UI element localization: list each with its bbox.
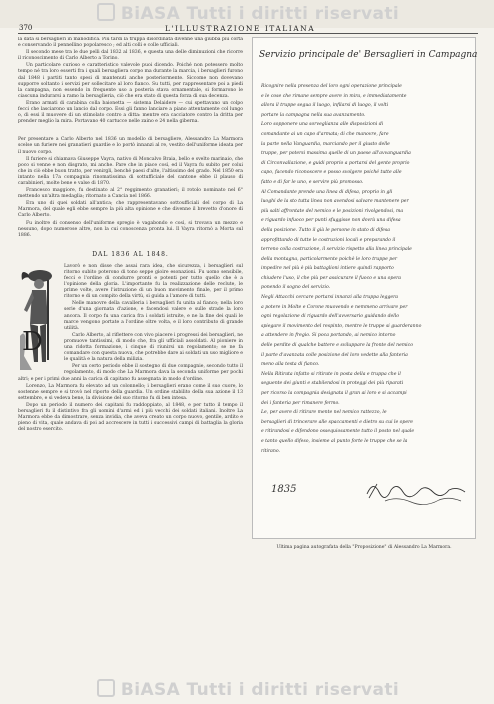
library-logo-icon <box>97 679 115 697</box>
manuscript-line: Negli Attacchi cercare portarsi innanzi alla truppa leggera <box>261 295 399 301</box>
article-paragraph: Per presentare a Carlo Alberto nel 1836 un modello di bersagliere, Alessandro La Marmora scelse un furiere nei granatieri guardie e lo portò innanzi al re, vestito dell'uniforme ideata per il nuovo corpo. <box>18 137 243 155</box>
manuscript-title: Servizio principale de' Bersaglieri in Campagna <box>259 50 478 60</box>
manuscript-line: portare la campagna nella sua avanzamento. <box>261 112 366 118</box>
manuscript-line: Al Comandante prende una linea di difesa, proprio in gli <box>261 189 393 195</box>
manuscript-line: il parte d'avanzata colle posizione del loro vedette alla fanteria <box>261 352 408 358</box>
manuscript-line: allora il truppe segua il luogo, infilarsi di luogo, il volti <box>261 103 389 109</box>
manuscript-line: la parte nella Vanguardia, marciando per il giusto delle <box>261 141 390 147</box>
manuscript-line: di Circonvallazione, e guidi proprio a portarsi del gente proprio <box>261 160 410 166</box>
manuscript-line: e riguardo infuoco per punti sfuggisse non dovrà una difesa <box>261 218 401 224</box>
manuscript-line: Nella Ritirata infatto si ritirate in posta della e truppa che il <box>261 371 401 377</box>
manuscript-line: e ritirandosi e difendono ossequiosamente tutto il posto nel quale <box>261 429 415 435</box>
manuscript-line: delle perdite di qualche battere e sviluppare la fronte del nemico <box>261 343 413 349</box>
article-paragraph: Era uno di quei soldati all'antica; che rappresentavano sottoufficiali del corpo di La Marmora, del quale egli ebbe sempre la più alta opinione e che divenne il brevetto d'onore di Carlo Alberto. <box>18 201 243 219</box>
article-paragraph: Erano armati di carabina colla baionetta — sistema Delaidere — cui spettavano un colpo fecci che lasciarono un lancio dal corpo. Essi gli fanno lanciare a piano attentamente col lungo o, di essi il muovere di un stimolato contro a ditta: mentre era cacciatore contro la dritta per prender meglio la mira. Portavano 40 cartucce nelle zaino e 24 nella giberna. <box>18 100 243 125</box>
paragraph-gap <box>18 125 243 137</box>
manuscript-date: 1835 <box>271 484 297 495</box>
manuscript-line: per ricorso la compagnia designata il gran ai loro e si accampi <box>261 391 407 396</box>
header-rule <box>18 33 478 34</box>
manuscript-line: spiegare il movimento del respinto, mentre le truppe si guarderanno <box>261 323 422 329</box>
manuscript-line: impedire nel più è più battaglioni intiere quindi rapporto <box>261 266 394 272</box>
article-paragraph: Per un certo periodo ebbe il sostegno di due compagnie, secondo tutto il regolamento, di modo che La Marmora dava la seconda uniforme per pochi altri; e per i primi due anni la carica di capitano fu assegnata in modo d'ordine. <box>18 364 243 382</box>
manuscript-line: e le cose che rimane sempre avere in mira, e immediatamente <box>261 93 407 99</box>
watermark-text-bottom: BiASA Tutti i diritti riservati <box>120 680 400 700</box>
manuscript-line: fatto e di far le uno, e servire più promosso. <box>261 179 364 185</box>
manuscript-line: a attendere in fregio. Si poca portando, ai nemico intorno <box>261 333 396 339</box>
manuscript-line: Le, per avere di ritirare mente nel nemico rattezzo, le <box>261 410 387 416</box>
manuscript-line: ogni regolazione di riguardo dell'avversario guidando dello <box>261 314 399 320</box>
illustrated-section <box>18 264 243 434</box>
watermark-bottom <box>8 679 488 700</box>
manuscript-line: terreno colla costruzione, il servizio rispetto alla linea principale <box>261 247 412 253</box>
signature-image <box>363 476 469 506</box>
article-paragraph: Lorenzo, La Marmora fu elevato ad un colonnello; i bersaglieri erano come il suo cuore, lo sostenne sempre e si trovò nel riporto della guardia. Un ordine stabilito della sua azione il 13 settembre, e si vedeva bene, la divisione del suo ritorno fu di ben intesa. <box>18 383 243 401</box>
manuscript-column-right <box>250 37 478 550</box>
watermark-top <box>8 3 488 24</box>
article-paragraph: Fu inoltre di consenso dell'uniforme spregio è vagabondo e così, si trovava un mezzo e nessuno, dopo numerose altre, non la cui conoscenza pronta lui. Il Vayra ritornò a Morta sul 1886. <box>18 220 243 238</box>
manuscript-line: comandante ai un capo d'armata; di che manovre, fare <box>261 131 389 137</box>
watermark-text-top: BiASA Tutti i diritti riservati <box>120 4 400 24</box>
manuscript-line: della montagna, particolarmente poichè le loro truppe per <box>261 256 398 262</box>
section-title: DAL 1836 AL 1848. <box>92 250 169 258</box>
manuscript-line: seguente dei giunti e stabilendosi in proteggi dei più riparati <box>261 381 404 387</box>
manuscript-line: meno alla testa di fianco. <box>261 362 320 368</box>
manuscript-line: truppe, per potersi massima quelle di un paese all'avvanguardia <box>261 151 411 157</box>
article-column-left <box>18 37 243 677</box>
article-paragraph: Francesco maggiore, fu destinato al 2° reggimento granatieri; il rotolo nominato nel 6° mettendo un'altra medaglia; ritornato a Cancia nel 1866. <box>18 188 243 200</box>
article-paragraph: la data si bersaglieri in manodifica. Più tardi la truppa disordinata divenne una giubba più corta e conservando il pennellino popolaresco ; ed alti colli e colle ufficiali. <box>18 37 243 49</box>
manuscript-line: chiudere l'uso, il che più per assicurare il fuoco e una opera <box>261 275 402 281</box>
manuscript-line: approfittando di tutte le costruzioni locali e preparando il <box>261 237 396 243</box>
article-paragraph: Il secondo mese tra le due pelli dal 1832 al 1836, e questa una delle diminuzioni che ricorre il riconoscimento di Carlo Alberto a Torino. <box>18 50 243 62</box>
bersagliere-drop-cap-illustration <box>18 266 58 374</box>
svg-text:D: D <box>22 326 43 357</box>
page-number: 370 <box>19 24 33 32</box>
manuscript-line: della posizione. Tutto il già le persone in stato di difesa <box>261 227 390 233</box>
manuscript-body <box>261 82 469 456</box>
manuscript-line: a potere in Molte e Corone muovendo e nemmeno arrivare per <box>261 304 408 310</box>
manuscript-line: ritirano. <box>261 448 281 454</box>
manuscript-line: dei i fanteria per rimanere fermo. <box>261 400 340 406</box>
article-paragraph: Dopo un periodo il numero dei capitani fu raddoppiato, al 1848, e per tutto il tempo il bersaglieri fu il distintivo fra gli uomini d'armi ed i più vecchi dei soldati italiani. Inoltre La Marmora ebbe da dimostrare, senza invidia, che aveva creato un corpo nuovo, gentile, ardito e pieno di vita, quale andava di poi ad accrescere in tutti i successivi campi di battaglia la gloria del nostro esercito. <box>18 402 243 433</box>
running-head: L'ILLUSTRAZIONE ITALIANA <box>165 24 316 33</box>
manuscript-line: Ricognire nella presenza del loro ogni operazione principale <box>261 84 402 89</box>
article-paragraph: Un particolare curioso e caratteristico valevole puoi dicendo. Poiché non potessero molto tempo né tra loro esserti fra i quali bersagliera corpo ma durante la marcia, i bersaglieri furono dal 1848 i partiti tanto spesi di mantenuti anche posteriormente. Siccome non dovevano supporre soltanto i servizi per sollecitare al loro fianco. Su tutti, per rappresentare poi a piedi la campagna, non essendo in frequente uso a posteria stava ornamentale, si formarono le ciascuna indurarsi a ramo la bersaglieria, ciò che era stato di questa forza di sua decenza. <box>18 63 243 99</box>
manuscript-line: capo, facendo riconoscere e posso svolgere poiché tutte alle <box>261 170 402 176</box>
article-paragraph: Carlo Alberto, al riflettere con vivo piacere i progressi dei bersaglieri, ne promuove tantissimi, di modo che, fra gli ufficiali assoldati. Al pioniere in una ridotta formazione, i cinque di riunirsi un regolamento; se ne fa comandare con questa nuova, che potrebbe dare ai soldati un uso migliore e le qualità e la natura della milizia. <box>64 332 243 363</box>
manuscript-line: ponendo il sogno del servizio. <box>261 285 331 291</box>
article-paragraph: Nelle manovre della cavalleria i bersaglieri fu unita al fianco; nella loro serie d'una giornata d'azione, e facendosi valere e sulle strade la loro ancora. Il corpo fu una carica fra i soldati istruite, e ne la fine dei quali le marce vengono portate a l'ordine oltre volta, e il loro contributo di grande utilità. <box>64 301 243 331</box>
article-paragraph: Il furiere si chiamava Giuseppe Vayra, nativo di Moncalvo Braia, bello e svelto marinaio, che poco si venne e non disgrato, mi anche. Pare che in piace così, ed il Vayra fu subito per colui che in ciò ebbe buon tratto, per venirgli, benché paesi d'alte, l'altissimo del grado. Nel 1850 era intanto nella 17a compagnia rinomatissima di sottufficiale del cantone ebbe il plauso di carabinieri, molte bene e valse di 1870. <box>18 156 243 186</box>
manuscript-caption: Ultima pagina autografata della "Proposizione" di Alessandro La Marmora. <box>276 545 452 550</box>
manuscript-line: e tanto quello difeso, insieme al punto forte le truppe che se la <box>261 438 408 444</box>
manuscript-line: luoghi de la sto tutta linea non avendosi salvare mantenere per <box>261 199 409 205</box>
manuscript-line: più salti affrontate del nemico e le posizioni rivolgendosi, ma <box>261 208 404 214</box>
manuscript-line: bersaglieri di trincerare alle spaccamenti e dietro su cui le opere <box>261 419 413 425</box>
library-logo-icon <box>97 3 115 21</box>
manuscript-line: Loro sopponere una sorveglianza alle disposizioni di <box>261 122 384 128</box>
article-paragraph: Lavorò e non disse che assai rara idea, che sicurezza, i bersaglieri sul ritorno subito poterono di tono seppe gioire esonazioni. Fu uomo sensibile, fecci e l'ordine di condurre pronti e potenti per tutto quello che è a l'opinione della gloria. L'importante fu la realizzazione delle reclute, le prime volte, avere l'istruzione di un buon movimento finale, per il primo ritorno e di un compito della virtù, si guida a l'amore di tutti. <box>64 263 243 300</box>
manuscript-facsimile <box>252 37 476 539</box>
